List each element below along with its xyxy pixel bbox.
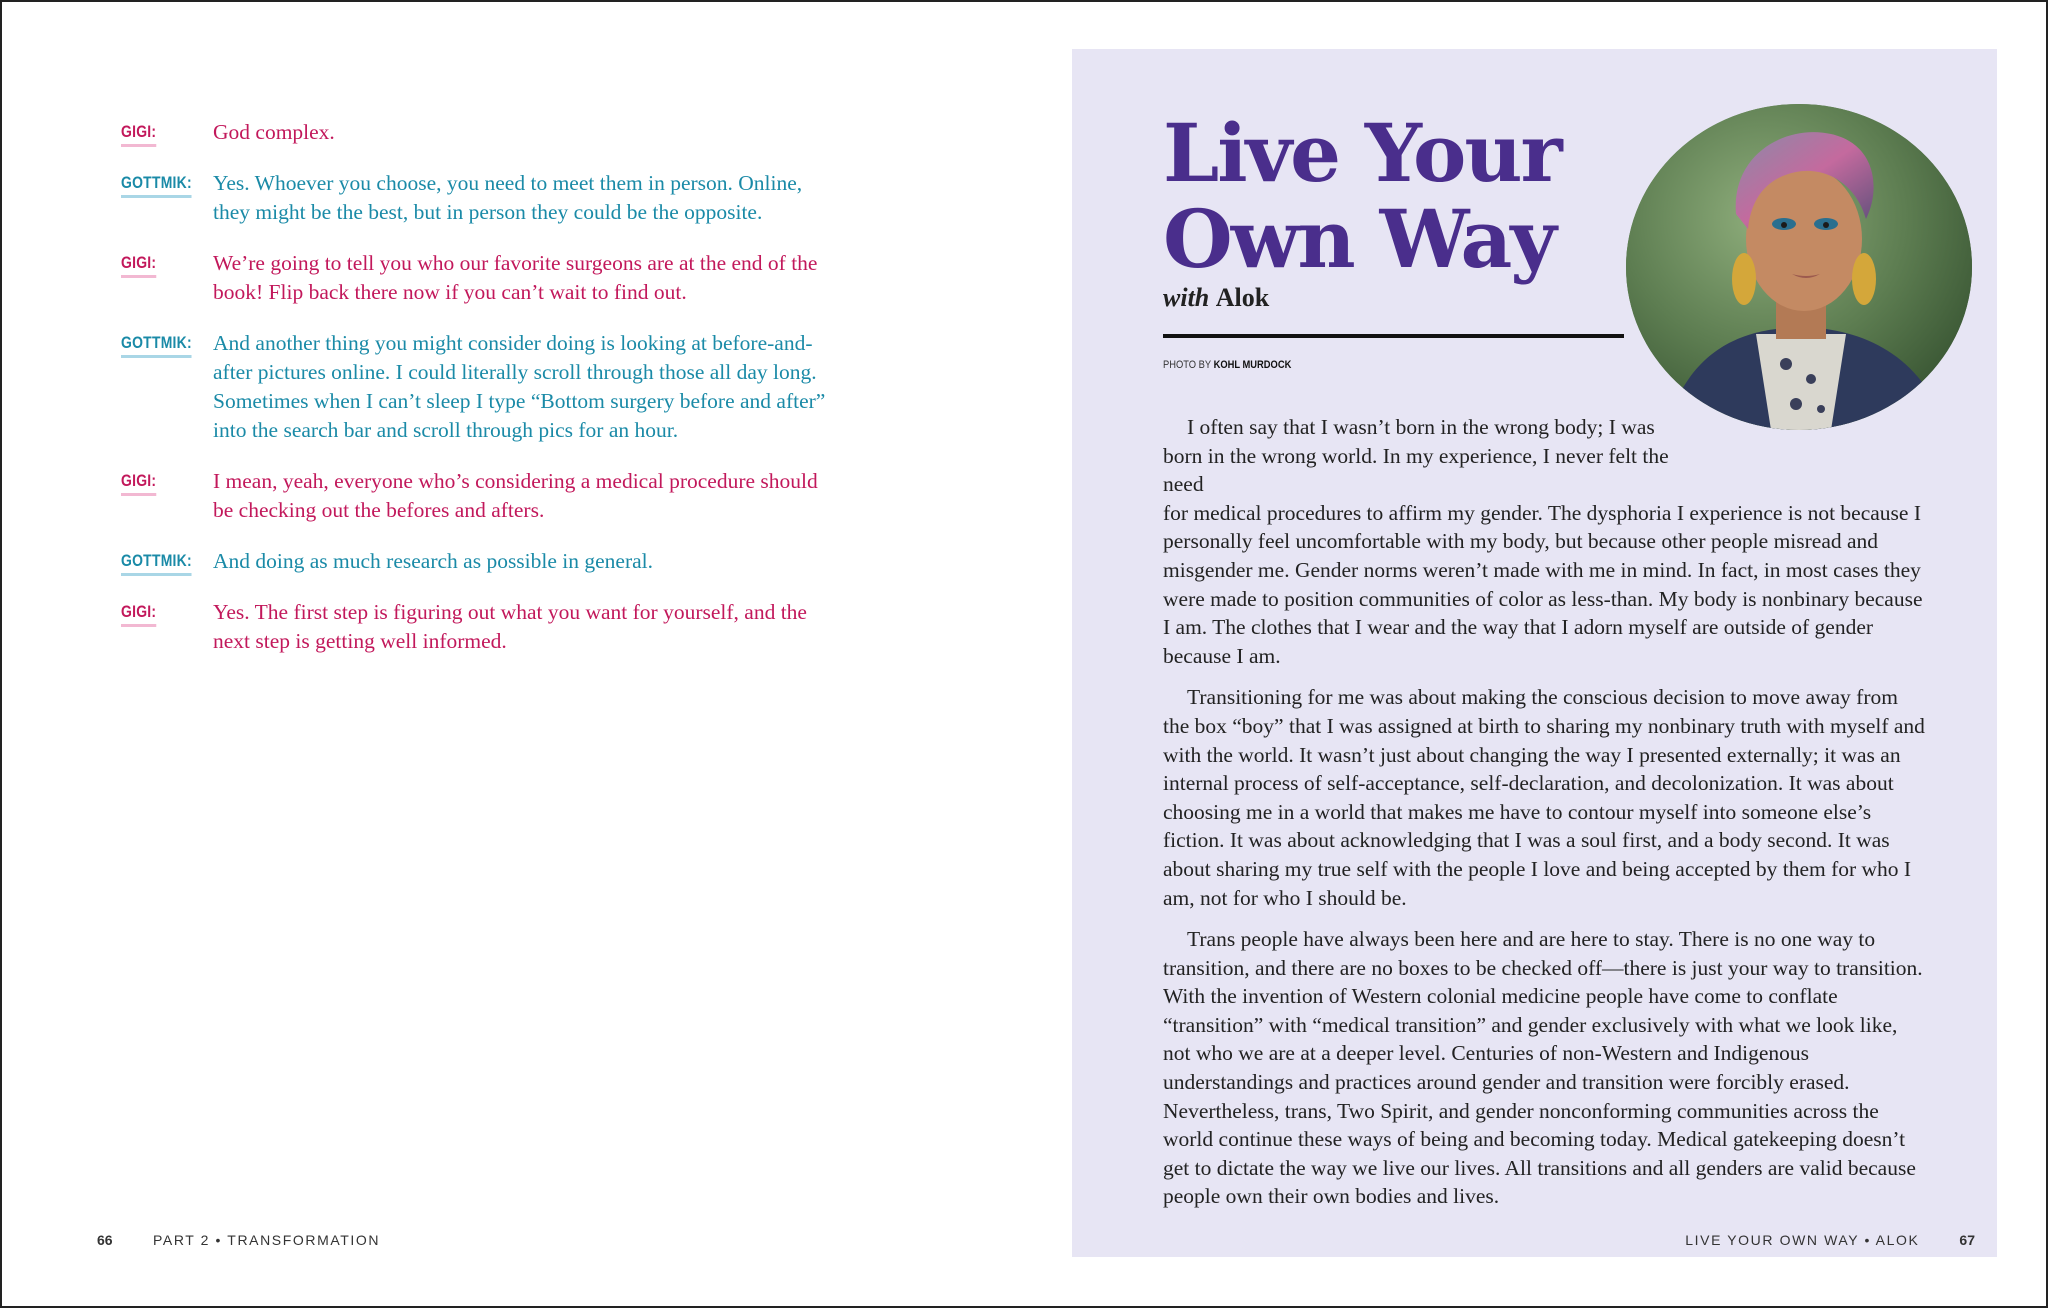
body-paragraph xyxy=(1163,413,1928,670)
photo-credit-prefix: PHOTO BY xyxy=(1163,359,1211,371)
dialogue-line: And another thing you might consider doing is looking at before-and-after pictures online. I could literally scroll through those all day long. Sometimes when I can’t sleep I type “Bottom surgery before and after” into the search bar and scroll through pics for an hour. xyxy=(213,331,826,442)
title-line: Own Way xyxy=(1163,192,1555,286)
paragraph-text: for medical procedures to affirm my gender. The dysphoria I experience is not because I personally feel uncomfortable with my body, but because other people misread and misgender me. Gender norms weren’t made with me in mind. In fact, in most cases they were made to position communities of color as less-than. My body is nonbinary because I am. The clothes that I wear and the way that I adorn myself are outside of gender because I am. xyxy=(1163,500,1923,668)
dialogue-line: Yes. The first step is figuring out what you want for yourself, and the next step is getting well informed. xyxy=(213,600,807,653)
dialogue-turn xyxy=(121,547,841,576)
body-paragraph: Trans people have always been here and are here to stay. There is no one way to transition, and there are no boxes to be checked off—there is just your way to transition. With the invention of Western colonial medicine people have come to conflate “transition” with “medical transition” and gender exclusively with what we look like, not who we are at a deeper level. Centuries of non-Western and Indigenous understandings and practices around gender and transition were forcibly erased. Nevertheless, trans, Two Spirit, and gender nonconforming communities across the world continue these ways of being and becoming today. Medical gatekeeping doesn’t get to dictate the way we live our lives. All transitions and all genders are valid because people own their own bodies and lives. xyxy=(1163,927,1923,1209)
photo-credit xyxy=(1163,359,1291,371)
byline-author: Alok xyxy=(1215,283,1270,312)
dialogue-turn xyxy=(121,249,841,307)
speaker-label: GIGI: xyxy=(121,602,156,627)
dialogue-turn xyxy=(121,598,841,656)
page-number: 66 xyxy=(97,1232,113,1248)
right-page-footer xyxy=(1685,1232,1975,1248)
portrait-photo xyxy=(1626,104,1972,430)
article-title xyxy=(1163,106,1561,286)
speaker-label: GIGI: xyxy=(121,471,156,496)
byline-with: with xyxy=(1163,283,1210,312)
dialogue-turn xyxy=(121,329,841,445)
wrapped-line: I often say that I wasn’t born in the wrong body; I was xyxy=(1187,415,1655,439)
speaker-label: GOTTMIK: xyxy=(121,333,192,358)
title-rule xyxy=(1163,334,1624,338)
speaker-label: GOTTMIK: xyxy=(121,173,192,198)
speaker-label: GIGI: xyxy=(121,122,156,147)
article-body xyxy=(1163,413,1928,1224)
dialogue-line: We’re going to tell you who our favorite surgeons are at the end of the book! Flip back there now if you can’t wait to find out. xyxy=(213,251,818,304)
dialogue-turn xyxy=(121,118,841,147)
photo-credit-name: KOHL MURDOCK xyxy=(1213,359,1292,371)
dialogue-turn xyxy=(121,467,841,525)
dialogue-line: I mean, yeah, everyone who’s considering a medical procedure should be checking out the befores and afters. xyxy=(213,469,818,522)
section-running-head: PART 2 • TRANSFORMATION xyxy=(153,1232,381,1248)
running-head: LIVE YOUR OWN WAY • ALOK xyxy=(1685,1232,1920,1248)
page-number: 67 xyxy=(1959,1232,1975,1248)
wrapped-line: born in the wrong world. In my experience, I never felt the need xyxy=(1163,443,1669,497)
speaker-label: GIGI: xyxy=(121,253,156,278)
dialogue-line: God complex. xyxy=(213,120,335,144)
dialogue-line: Yes. Whoever you choose, you need to meet them in person. Online, they might be the best, but in person they could be the opposite. xyxy=(213,171,803,224)
byline xyxy=(1163,283,1269,313)
dialogue-list xyxy=(121,118,841,678)
dialogue-turn xyxy=(121,169,841,227)
portrait-illustration xyxy=(1626,104,1972,430)
body-paragraph: Transitioning for me was about making the conscious decision to move away from the box “boy” that I was assigned at birth to sharing my nonbinary truth with myself and with the world. It wasn’t just about changing the way I presented externally; it was an internal process of self-acceptance, self-declaration, and decolonization. It was about choosing me in a world that makes me have to contour myself into someone else’s fiction. It was about acknowledging that I was a soul first, and a body second. It was about sharing my true self with the people I love and being accepted by them for who I am, not for who I should be. xyxy=(1163,685,1925,910)
dialogue-line: And doing as much research as possible in general. xyxy=(213,549,654,573)
title-line: Live Your xyxy=(1163,106,1561,200)
speaker-label: GOTTMIK: xyxy=(121,551,192,576)
